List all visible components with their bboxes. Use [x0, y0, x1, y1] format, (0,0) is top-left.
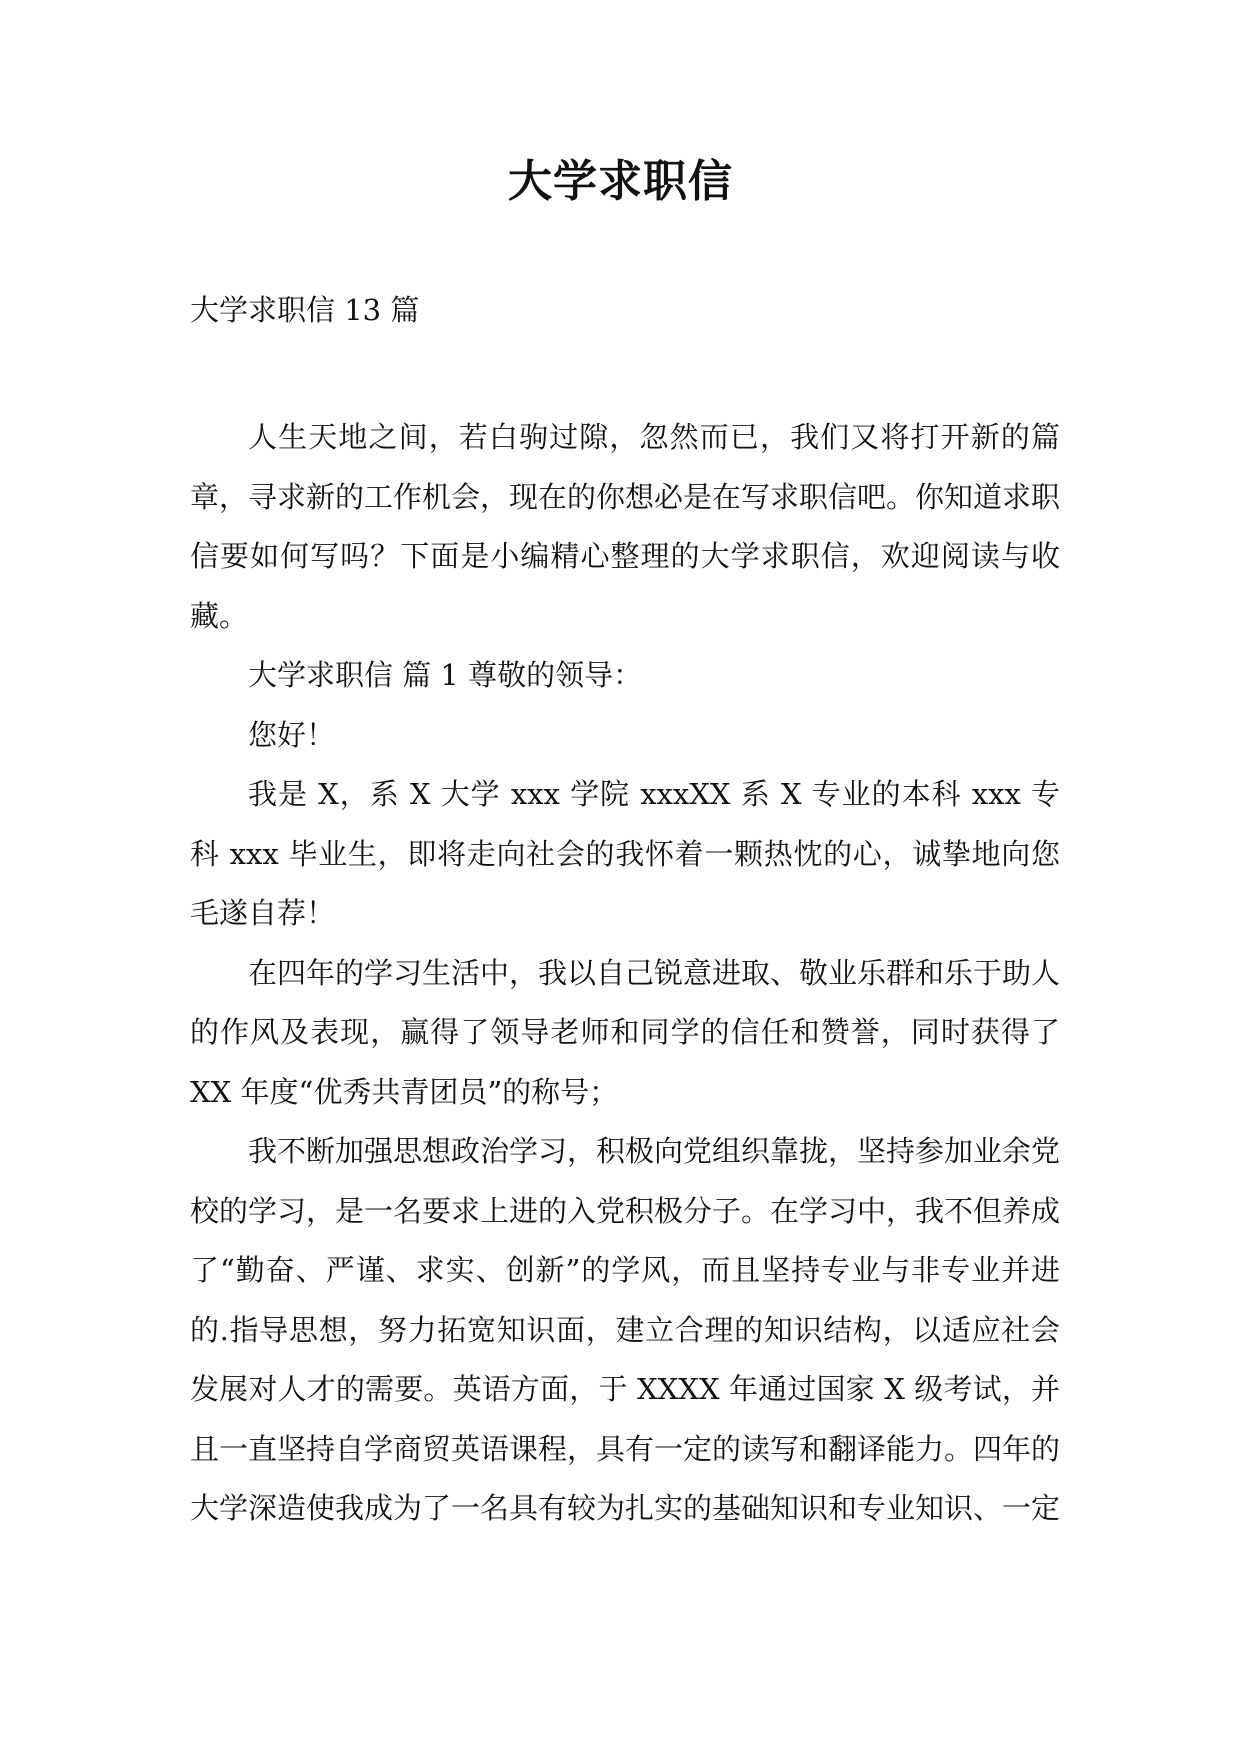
paragraph-letter-heading: 大学求职信 篇 1 尊敬的领导： — [248, 658, 643, 692]
document-body — [190, 408, 1060, 1539]
paragraph-intro: 人生天地之间，若白驹过隙，忽然而已，我们又将打开新的篇章，寻求新的工作机会，现在的你想必是在写求职信吧。你知道求职信要如何写吗？下面是小编精心整理的大学求职信，欢迎阅读与收藏。 — [190, 420, 1061, 633]
paragraph-greeting: 您好！ — [248, 717, 336, 752]
paragraph-school-life: 在四年的学习生活中，我以自己锐意进取、敬业乐群和乐于助人的作风及表现，赢得了领导老师和同学的信任和赞誉，同时获得了 XX 年度“优秀共青团员”的称号； — [190, 955, 1061, 1109]
paragraph-self-introduction: 我是 X，系 X 大学 xxx 学院 xxxXX 系 X 专业的本科 xxx 专科 xxx 毕业生，即将走向社会的我怀着一颗热忱的心，诚挚地向您毛遂自荐！ — [190, 777, 1060, 930]
document-title: 大学求职信 — [508, 156, 733, 207]
document-subtitle: 大学求职信 13 篇 — [190, 293, 420, 327]
paragraph-study: 我不断加强思想政治学习，积极向党组织靠拢，坚持参加业余党校的学习，是一名要求上进的入党积极分子。在学习中，我不但养成了“勤奋、严谨、求实、创新”的学风，而且坚持专业与非专业并进的.指导思想，努力拓宽知识面，建立合理的知识结构，以适应社会发展对人才的需要。英语方面，于 XXXX 年通过国家 X 级考试，并且一直坚持自学商贸英语课程，具有一定的读写和翻译能力。四年的大学深造使我成为了一名具有较为扎实的基础知识和专业知识、一定 — [190, 1134, 1061, 1525]
